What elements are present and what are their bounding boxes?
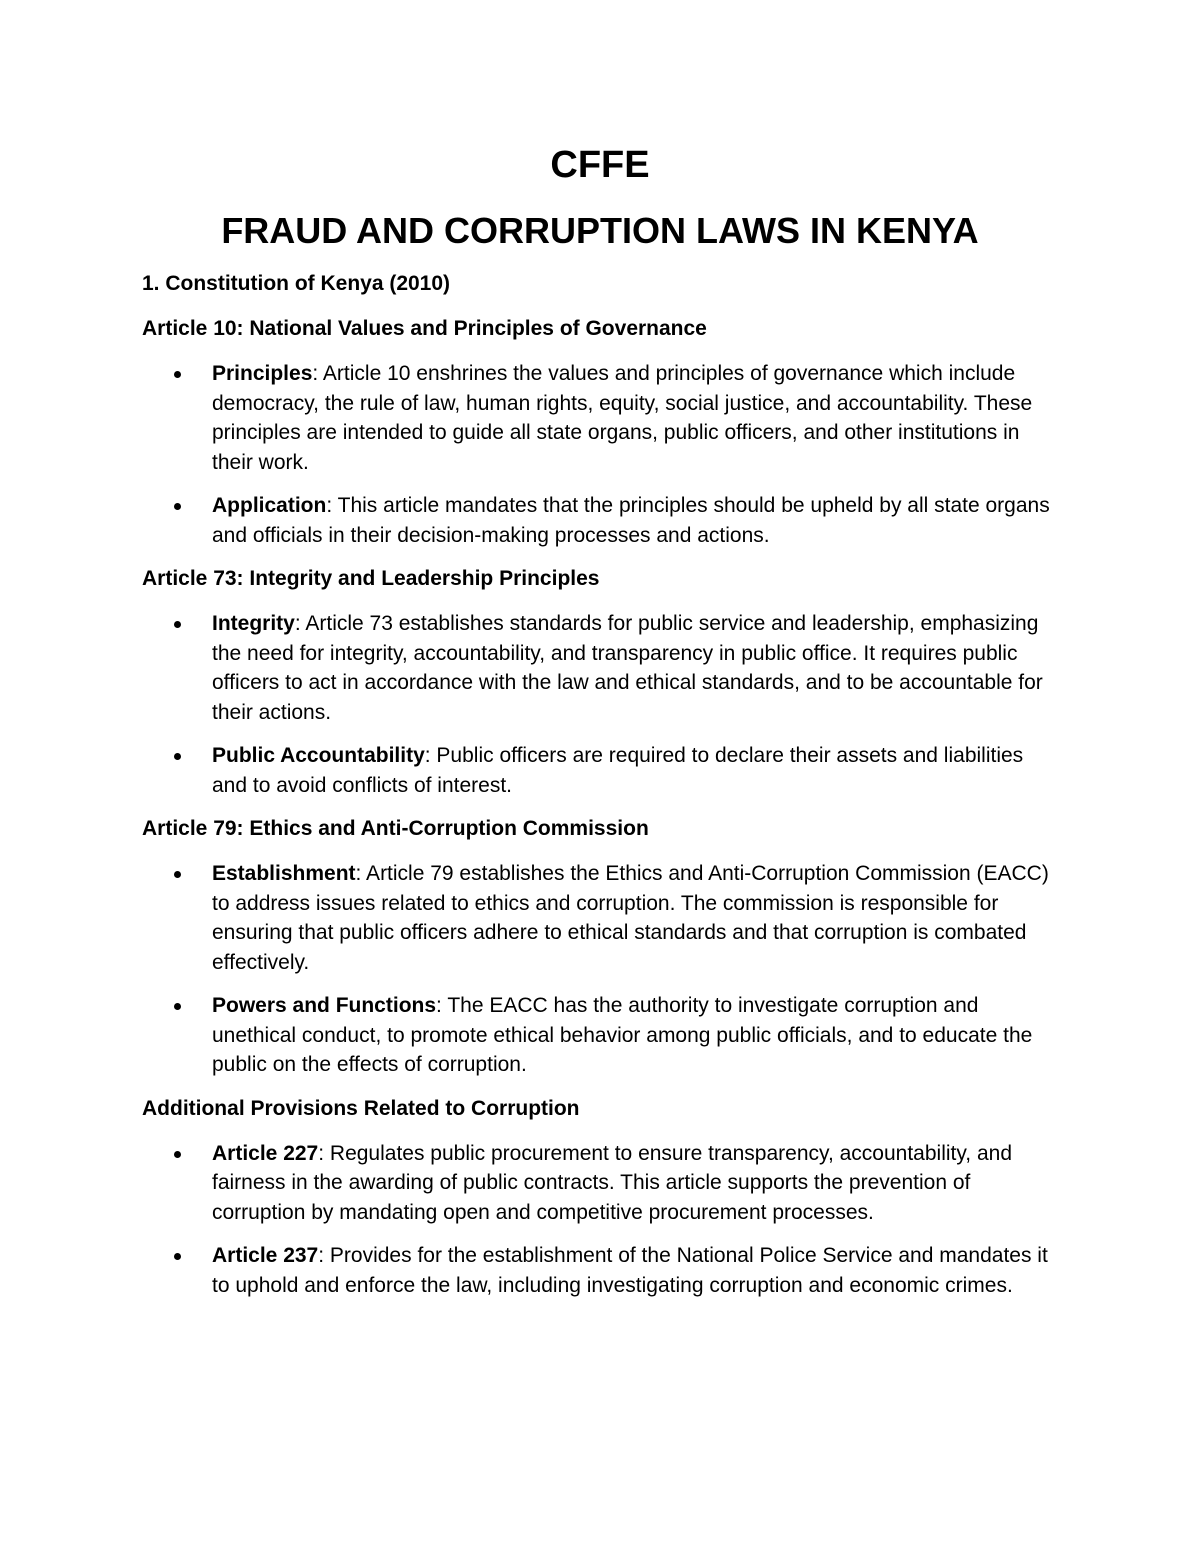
list-item: [142, 741, 1062, 800]
item-term: Application: [212, 494, 327, 517]
bullet-list: [142, 859, 1062, 1080]
document-subtitle: FRAUD AND CORRUPTION LAWS IN KENYA: [221, 210, 979, 251]
list-item: [142, 359, 1062, 477]
item-text: : The EACC has the authority to investigate corruption and unethical conduct, to promote ethical behavior among public officials, and to educate the public on the effects of corruption.: [212, 994, 1033, 1076]
section-article-73: [142, 564, 1062, 800]
bullet-icon: [174, 1151, 181, 1158]
item-term: Integrity: [212, 612, 295, 635]
item-text: : Public officers are required to declare their assets and liabilities and to avoid conflicts of interest.: [212, 744, 1024, 797]
list-item: [142, 491, 1062, 550]
item-term: Principles: [212, 362, 313, 385]
bullet-icon: [174, 503, 181, 510]
item-text: : Regulates public procurement to ensure transparency, accountability, and fairness in the awarding of public contracts. This article supports the prevention of corruption by mandating open and competitive procurement processes.: [212, 1141, 1013, 1224]
bullet-list: [142, 359, 1062, 550]
item-term: Powers and Functions: [212, 994, 437, 1017]
section-article-10: [142, 314, 1062, 550]
bullet-list: [142, 1139, 1062, 1301]
bullet-icon: [174, 621, 181, 628]
bullet-icon: [174, 871, 181, 878]
bullet-icon: [174, 371, 181, 378]
item-text: : This article mandates that the principles should be upheld by all state organs and officials in their decision-making processes and actions.: [212, 494, 1050, 547]
section-article-79: [142, 814, 1062, 1080]
document-title: CFFE: [550, 144, 650, 186]
item-text: : Article 10 enshrines the values and principles of governance which include democracy, the rule of law, human rights, equity, social justice, and accountability. These principles are intended to guide all state organs, public officers, and other institutions in their work.: [212, 362, 1033, 474]
list-item: [142, 1139, 1062, 1228]
item-term: Article 237: [212, 1244, 319, 1267]
bullet-icon: [174, 1253, 181, 1260]
bullet-icon: [174, 1003, 181, 1010]
item-text: : Provides for the establishment of the National Police Service and mandates it to uphold and enforce the law, including investigating corruption and economic crimes.: [212, 1244, 1048, 1297]
item-term: Establishment: [212, 862, 356, 885]
list-item: [142, 859, 1062, 977]
bullet-icon: [174, 753, 181, 760]
part-heading: 1. Constitution of Kenya (2010): [142, 272, 451, 295]
section-heading: Additional Provisions Related to Corruption: [142, 1096, 580, 1120]
bullet-list: [142, 609, 1062, 800]
section-heading: Article 10: National Values and Principles of Governance: [142, 317, 707, 340]
list-item: [142, 1241, 1062, 1300]
list-item: [142, 609, 1062, 727]
item-term: Public Accountability: [212, 744, 425, 767]
item-text: : Article 79 establishes the Ethics and Anti-Corruption Commission (EACC) to address issues related to ethics and corruption. The commission is responsible for ensuring that public officers adhere to ethical standards and that corruption is combated effectively.: [212, 862, 1049, 974]
item-term: Article 227: [212, 1141, 319, 1165]
section-heading: Article 79: Ethics and Anti-Corruption Commission: [142, 817, 649, 840]
list-item: [142, 991, 1062, 1080]
section-additional-provisions: [142, 1094, 1062, 1301]
document-body: [142, 269, 1062, 1314]
section-heading: Article 73: Integrity and Leadership Principles: [142, 567, 600, 590]
item-text: : Article 73 establishes standards for public service and leadership, emphasizing the need for integrity, accountability, and transparency in public office. It requires public officers to act in accordance with the law and ethical standards, and to be accountable for their actions.: [212, 612, 1043, 724]
